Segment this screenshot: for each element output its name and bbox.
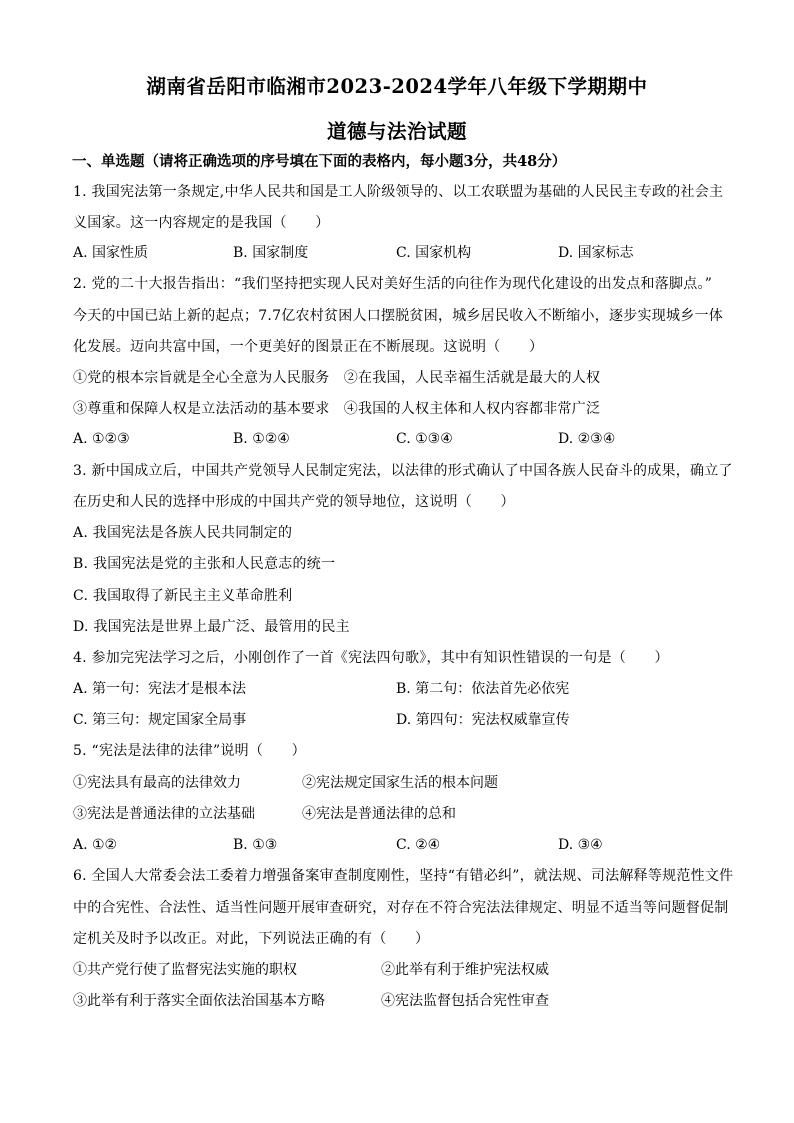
exam-subject-title: 道德与法治试题	[326, 120, 467, 143]
question-5-option-a: A. ①②	[73, 837, 118, 853]
question-2-stem-line-3: 化发展。迈向共富中国，一个更美好的图景正在不断展现。这说明（ ）	[73, 339, 544, 355]
question-2-stem-line-1: 2. 党的二十大报告指出：“我们坚持把实现人民对美好生活的向往作为现代化建设的出发点和落脚点。”	[73, 276, 713, 292]
question-3-option-d: D. 我国宪法是世界上最广泛、最管用的民主	[73, 619, 350, 635]
question-2-option-a: A. ①②③	[73, 431, 130, 447]
question-4-option-c: C. 第三句：规定国家全局事	[73, 712, 247, 728]
question-1-stem-line-2: 义国家。这一内容规定的是我国（ ）	[73, 215, 330, 231]
question-6-stem-line-3: 定机关及时予以改正。对此，下列说法正确的有（ ）	[73, 931, 430, 947]
question-6-statement-3: ③此举有利于落实全面依法治国基本方略	[73, 993, 325, 1009]
question-4-stem: 4. 参加完宪法学习之后，小刚创作了一首《宪法四句歌》，其中有知识性错误的一句是（ ）	[73, 650, 669, 666]
question-1-option-a: A. 国家性质	[73, 245, 149, 261]
question-2-option-c: C. ①③④	[396, 431, 453, 447]
question-2-option-d: D. ②③④	[558, 431, 616, 447]
question-1-stem-line-1: 1. 我国宪法第一条规定,中华人民共和国是工人阶级领导的、以工农联盟为基础的人民民主专政的社会主	[73, 184, 724, 200]
question-5-stem: 5. “宪法是法律的法律”说明（ ）	[73, 743, 306, 759]
question-6-stem-line-2: 中的合宪性、合法性、适当性问题开展审查研究，对存在不符合宪法法律规定、明显不适当等问题督促制	[73, 900, 729, 916]
question-1-option-d: D. 国家标志	[558, 245, 634, 261]
question-6-stem-line-1: 6. 全国人大常委会法工委着力增强备案审查制度刚性，坚持“有错必纠”，就法规、司法解释等规范性文件	[73, 868, 734, 884]
question-5-option-d: D. ③④	[558, 837, 603, 853]
question-6-statement-2: ②此举有利于维护宪法权威	[381, 962, 549, 978]
question-3-option-b: B. 我国宪法是党的主张和人民意志的统一	[73, 556, 336, 572]
question-2-statements-3-4: ③尊重和保障人权是立法活动的基本要求 ④我国的人权主体和人权内容都非常广泛	[73, 401, 601, 417]
question-1-option-b: B. 国家制度	[233, 245, 309, 261]
exam-title: 湖南省岳阳市临湘市2023-2024学年八年级下学期期中	[146, 75, 648, 98]
question-3-stem-line-2: 在历史和人民的选择中形成的中国共产党的领导地位，这说明（ ）	[73, 494, 515, 510]
question-5-option-c: C. ②④	[396, 837, 441, 853]
question-6-statement-4: ④宪法监督包括合宪性审查	[381, 993, 549, 1009]
question-2-statements-1-2: ①党的根本宗旨就是全心全意为人民服务 ②在我国，人民幸福生活就是最大的人权	[73, 370, 601, 386]
question-4-option-d: D. 第四句：宪法权威靠宣传	[396, 712, 570, 728]
question-5-statement-1: ①宪法具有最高的法律效力	[73, 775, 241, 791]
question-5-statement-3: ③宪法是普通法律的立法基础	[73, 806, 255, 822]
question-3-stem-line-1: 3. 新中国成立后，中国共产党领导人民制定宪法，以法律的形式确认了中国各族人民奋斗的成果，确立了	[73, 463, 733, 479]
question-4-option-b: B. 第二句：依法首先必依宪	[396, 681, 570, 697]
question-2-stem-line-2: 今天的中国已站上新的起点；7.7亿农村贫困人口摆脱贫困，城乡居民收入不断缩小，逐步实现城乡一体	[73, 308, 724, 324]
question-2-option-b: B. ①②④	[233, 431, 290, 447]
question-5-statement-4: ④宪法是普通法律的总和	[302, 806, 456, 822]
question-3-option-a: A. 我国宪法是各族人民共同制定的	[73, 525, 293, 541]
question-3-option-c: C. 我国取得了新民主主义革命胜利	[73, 588, 293, 604]
question-6-statement-1: ①共产党行使了监督宪法实施的职权	[73, 962, 297, 978]
question-1-option-c: C. 国家机构	[396, 245, 472, 261]
question-5-statement-2: ②宪法规定国家生活的根本问题	[302, 775, 498, 791]
question-4-option-a: A. 第一句：宪法才是根本法	[73, 681, 247, 697]
question-5-option-b: B. ①③	[233, 837, 278, 853]
section-heading: 一、单选题（请将正确选项的序号填在下面的表格内，每小题3分，共48分）	[72, 153, 567, 170]
